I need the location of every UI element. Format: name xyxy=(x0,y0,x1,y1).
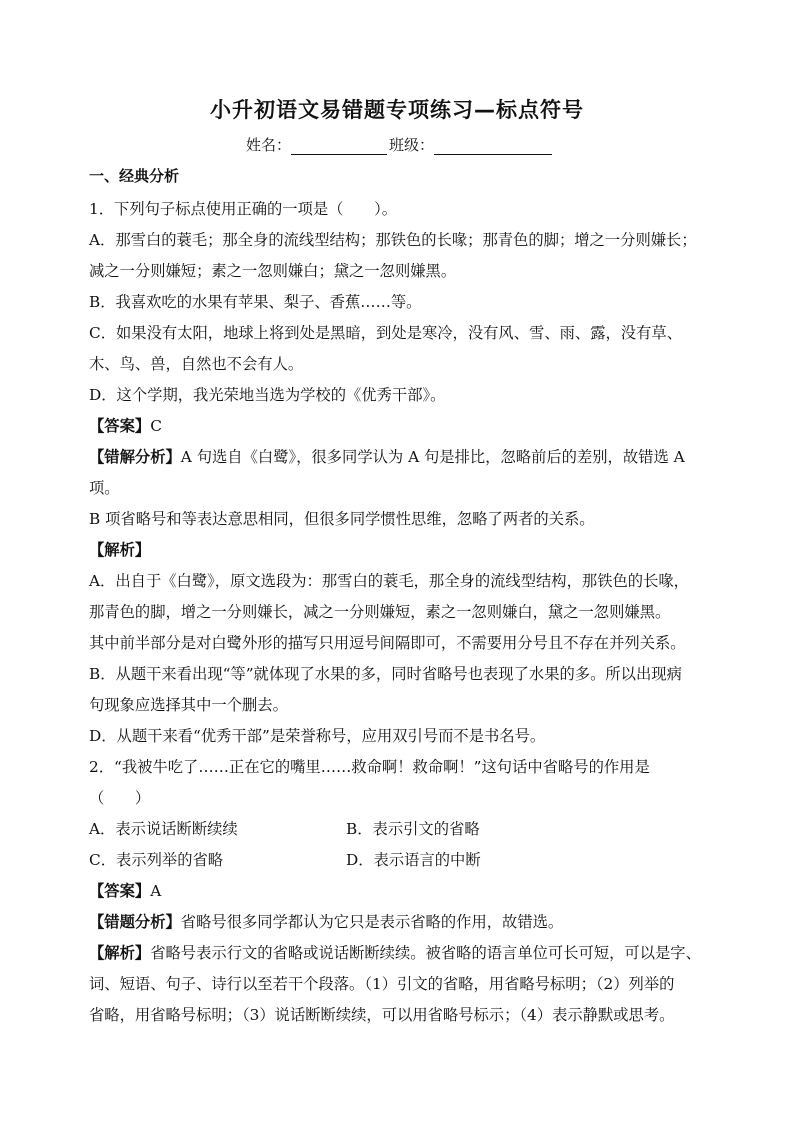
answer-value: A xyxy=(150,882,162,900)
q2-option-d: D．表示语言的中断 xyxy=(346,851,481,869)
q1-answer xyxy=(89,411,709,442)
q2-option-c: C．表示列举的省略 xyxy=(89,851,224,869)
q1-stem: 1．下列句子标点使用正确的一项是（ ）。 xyxy=(89,200,398,218)
q1-option-d: D．这个学期，我光荣地当选为学校的《优秀干部》。 xyxy=(89,386,446,404)
analysis-tag: 【解析】 xyxy=(89,541,151,559)
q1-analysis-line1: A．出自于《白鹭》，原文选段为：那雪白的蓑毛，那全身的流线型结构，那铁色的长喙， xyxy=(89,572,689,590)
q1-analysis-line3: 其中前半部分是对白鹭外形的描写只用逗号间隔即可，不需要用分号且不存在并列关系。 xyxy=(89,634,686,652)
name-blank xyxy=(291,138,387,155)
q1-analysis-heading xyxy=(89,535,709,566)
q1-option-a-line1: A．那雪白的蓑毛；那全身的流线型结构；那铁色的长喙；那青色的脚；增之一分则嫌长； xyxy=(89,231,697,249)
q2-options-row2 xyxy=(89,845,709,876)
q2-analysis-line2: 词、短语、句子、诗行以至若干个段落。（1）引文的省略，用省略号标明；（2）列举的 xyxy=(89,975,675,993)
q1-analysis-line6: D．从题干来看“优秀干部”是荣誉称号，应用双引号而不是书名号。 xyxy=(89,727,546,745)
q1-option-c-line1: C．如果没有太阳，地球上将到处是黑暗，到处是寒冷，没有风、雪、雨、露，没有草、 xyxy=(89,324,682,342)
section-heading: 一、经典分析 xyxy=(89,167,180,185)
q1-error-analysis-line3: B 项省略号和等表达意思相同，但很多同学惯性思维，忽略了两者的关系。 xyxy=(89,510,595,528)
q1-analysis-line5: 句现象应选择其中一个删去。 xyxy=(89,696,288,714)
q2-options-row1 xyxy=(89,814,709,845)
q2-stem-line1: 2．“我被牛吃了……正在它的嘴里……救命啊！救命啊！”这句话中省略号的作用是 xyxy=(89,758,650,776)
student-info-line xyxy=(246,134,552,155)
q1-error-analysis-line1 xyxy=(89,442,709,473)
q1-option-b: B．我喜欢吃的水果有苹果、梨子、香蕉……等。 xyxy=(89,293,422,311)
q1-error-analysis-line2: 项。 xyxy=(89,479,120,497)
q1-analysis-line4: B．从题干来看出现“等”就体现了水果的多，同时省略号也表现了水果的多。所以出现病 xyxy=(89,665,682,683)
q2-option-a: A．表示说话断断续续 xyxy=(89,820,238,838)
question-body xyxy=(89,194,709,1031)
error-analysis-tag: 【错解分析】 xyxy=(89,448,181,466)
answer-tag: 【答案】 xyxy=(89,882,151,900)
analysis-text: 省略号表示行文的省略或说话断断续续。被省略的语言单位可长可短，可以是字、 xyxy=(150,944,701,962)
q1-analysis-line2: 那青色的脚，增之一分则嫌长，减之一分则嫌短，素之一忽则嫌白，黛之一忽则嫌黑。 xyxy=(89,603,671,621)
q2-analysis-line1 xyxy=(89,938,709,969)
q2-analysis-line3: 省略，用省略号标明；（3）说话断断续续，可以用省略号标示；（4）表示静默或思考。 xyxy=(89,1006,675,1024)
answer-value: C xyxy=(150,417,162,435)
q2-stem-line2: （ ） xyxy=(89,789,151,807)
q2-error-analysis xyxy=(89,907,709,938)
q2-option-b: B．表示引文的省略 xyxy=(346,820,480,838)
class-label: 班级： xyxy=(389,136,435,154)
q1-option-c-line2: 木、鸟、兽，自然也不会有人。 xyxy=(89,355,304,373)
q2-answer xyxy=(89,876,709,907)
error-analysis-text: A 句选自《白鹭》，很多同学认为 A 句是排比，忽略前后的差别，故错选 A xyxy=(180,448,685,466)
analysis-tag: 【解析】 xyxy=(89,944,151,962)
q1-option-a-line2: 减之一分则嫌短；素之一忽则嫌白；黛之一忽则嫌黑。 xyxy=(89,262,457,280)
error-analysis-tag: 【错题分析】 xyxy=(89,913,181,931)
class-blank xyxy=(434,138,552,155)
name-label: 姓名： xyxy=(246,136,292,154)
answer-tag: 【答案】 xyxy=(89,417,151,435)
error-analysis-text: 省略号很多同学都认为它只是表示省略的作用，故错选。 xyxy=(180,913,564,931)
page-title: 小升初语文易错题专项练习—标点符号 xyxy=(210,98,584,122)
